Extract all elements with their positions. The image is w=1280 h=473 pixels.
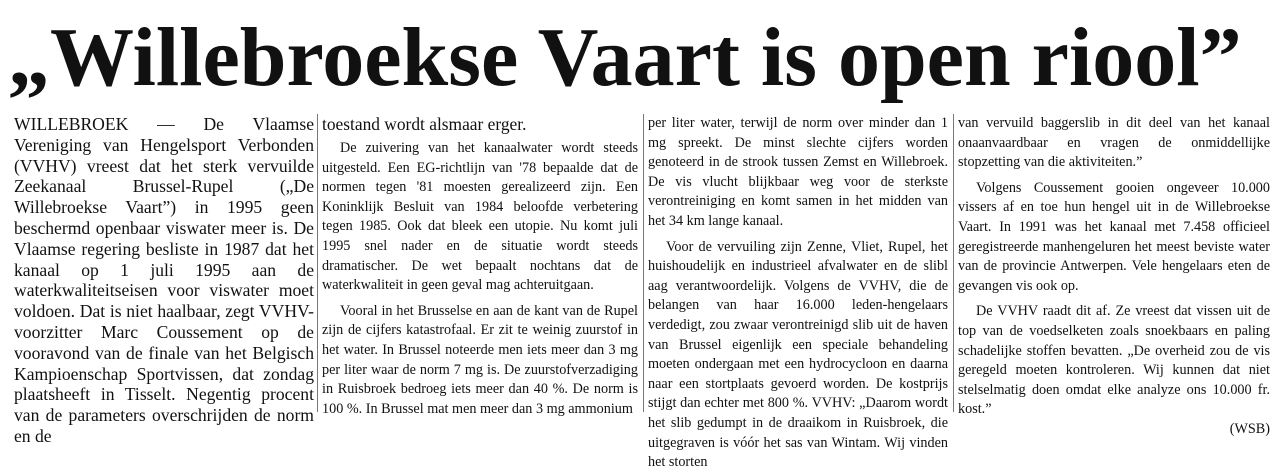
article-headline: „Willebroekse Vaart is open riool” [8, 11, 1242, 104]
article-paragraph: WILLEBROEK — De Vlaamse Vereniging van Hengelsport Verbonden (VVHV) vreest dat het sterk vervuilde Zeekanaal Brussel-Rupel („De Willebroekse Vaart”) in 1995 geen beschermd openbaar viswater meer is. De Vlaamse regering besliste in 1987 dat het kanaal op 1 juli 1995 aan de waterkwaliteitseisen voor viswater moet voldoen. Dat is niet haalbaar, zegt VVHV-voorzitter Marc Coussement op de vooravond van de finale van het Belgisch Kampioenschap Sportvissen, dat zondag plaatsheeft in Tisselt. Negentig procent van de parameters overschrijden de norm en de [14, 114, 314, 446]
column-divider [317, 114, 318, 412]
article-paragraph: van vervuild baggerslib in dit deel van het kanaal onaanvaardbaar en vragen de onmiddellijke stopzetting van die aktiviteiten.” [958, 115, 1270, 171]
article-column-4 [958, 114, 1270, 437]
article-paragraph: Voor de vervuiling zijn Zenne, Vliet, Rupel, het huishoudelijk en industrieel afvalwater en de slibl aag verantwoordelijk. Volgens de VVHV, die de belangen van haar 16.000 leden-hengelaars verdedigt, zou zwaar verontreinigd slib uit de haven van Brussel eigenlijk een speciale behandeling moeten ondergaan met een hydrocycloon en daarna naar een stortplaats gevoerd worden. De kostprijs stijgt dan echter met 800 %. VVHV: „Daarom wordt het slib gedumpt in de draaikom in Ruisbroek, die uitgegraven is vóór het sas van Wintam. Wij vinden het storten [648, 238, 948, 471]
column-divider [953, 114, 954, 412]
article-column-2 [322, 114, 638, 417]
article-column-1 [14, 114, 314, 446]
article-paragraph: De zuivering van het kanaalwater wordt steeds uitgesteld. Een EG-richtlijn van '78 bepaalde dat de normen tegen '81 moesten gerealizeerd zijn. Een Koninklijk Besluit van 1984 beloofde verbetering tegen 1985. Ook dat bleek een utopie. Nu komt juli 1995 snel nader en de situatie wordt steeds dramatischer. De wet bepaalt nochtans dat de waterkwaliteit in geen geval mag achteruitgaan. [322, 140, 638, 294]
article-byline: (WSB) [1229, 420, 1270, 437]
article-paragraph: Vooral in het Brusselse en aan de kant van de Rupel zijn de cijfers katastrofaal. Er zit te weinig zuurstof in het water. In Brussel noteerde men iets meer dan 3 mg per liter waar de norm 7 mg is. De zuurstofverzadiging in Ruisbroek bedroeg iets meer dan 40 %. De norm is 100 %. In Brussel mat men meer dan 3 mg ammonium [322, 302, 638, 417]
column-divider [643, 114, 644, 412]
article-paragraph: per liter water, terwijl de norm over minder dan 1 mg spreekt. De minst slechte cijfers worden genoteerd in de strook tussen Zemst en Willebroek. De vis vlucht blijkbaar weg voor de sterkste verontreiniging en komt samen in het midden van het 34 km lange kanaal. [648, 115, 948, 229]
article-paragraph: Volgens Coussement gooien ongeveer 10.000 vissers af en toe hun hengel uit in de Willebroekse Vaart. In 1991 was het kanaal met 7.458 officieel geregistreerde manhengeluren het meest beviste water van de provincie Antwerpen. Vele hengelaars eten de gevangen vis ook op. [958, 179, 1270, 294]
article-column-3 [648, 114, 948, 471]
article-paragraph-lead: toestand wordt alsmaar erger. [322, 114, 527, 134]
article-paragraph: De VVHV raadt dit af. Ze vreest dat vissen uit de top van de voedselketen zoals snoekbaars en paling schadelijke stoffen bevatten. „De overheid zou de vis geregeld moeten kontroleren. Wij kunnen dat niet stelselmatig doen omdat elke analyze ons 10.000 fr. kost.” [958, 303, 1270, 418]
